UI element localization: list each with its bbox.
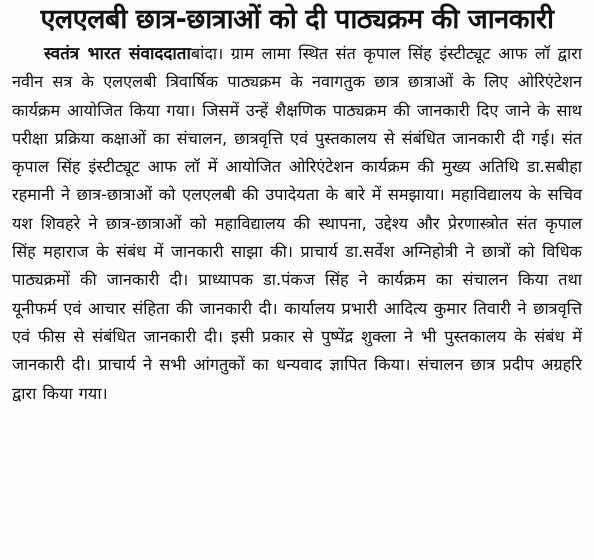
article-text: बांदा। ग्राम लामा स्थित संत कृपाल सिंह इंस्टीट्यूट आफ लॉ द्वारा नवीन सत्र के एलएलबी त्रिवार्षिक पाठ्यक्रम के नवागतुक छात्र छात्राओं के लिए ओरिएंटेशन कार्यक्रम आयोजित किया गया। जिसमें उन्हें शैक्षणिक पाठ्यक्रम की जानकारी दिए जाने के साथ परीक्षा प्रक्रिया कक्षाओं का संचालन, छात्रवृत्ति एवं पुस्तकालय से संबंधित जानकारी दी गई। संत कृपाल सिंह इंस्टीट्यूट आफ लॉ में आयोजित ओरिएंटेशन कार्यक्रम की मुख्य अतिथि डा.सबीहा रहमानी ने छात्र-छात्राओं को एलएलबी की उपादेयता के बारे में समझाया। महाविद्यालय के सचिव यश शिवहरे ने छात्र-छात्राओं को महाविद्यालय की स्थापना, उद्देश्य और प्रेरणास्त्रोत संत कृपाल सिंह महाराज के संबंध में जानकारी साझा की। प्राचार्य डा.सर्वेश अग्निहोत्री ने छात्रों को विधिक पाठ्यक्रमों की जानकारी दी। प्राध्यापक डा.पंकज सिंह ने कार्यक्रम का संचालन किया तथा यूनीफर्म एवं आचार संहिता की जानकारी दी। कार्यालय प्रभारी आदित्य कुमार तिवारी ने छात्रवृत्ति एवं फीस से संबंधित जानकारी दी। इसी प्रकार से पुष्पेंद्र शुक्ला ने भी पुस्तकालय के संबंध में जानकारी दी। प्राचार्य ने सभी आंगतुकों का धन्यवाद ज्ञापित किया। संचालन छात्र प्रदीप अग्रहरि द्वारा किया गया। [12, 44, 583, 403]
byline: स्वतंत्र भारत संवाददाता [44, 44, 191, 64]
article-headline: एलएलबी छात्र-छात्राओं को दी पाठ्यक्रम की जानकारी [40, 4, 554, 35]
article-body [12, 40, 582, 408]
